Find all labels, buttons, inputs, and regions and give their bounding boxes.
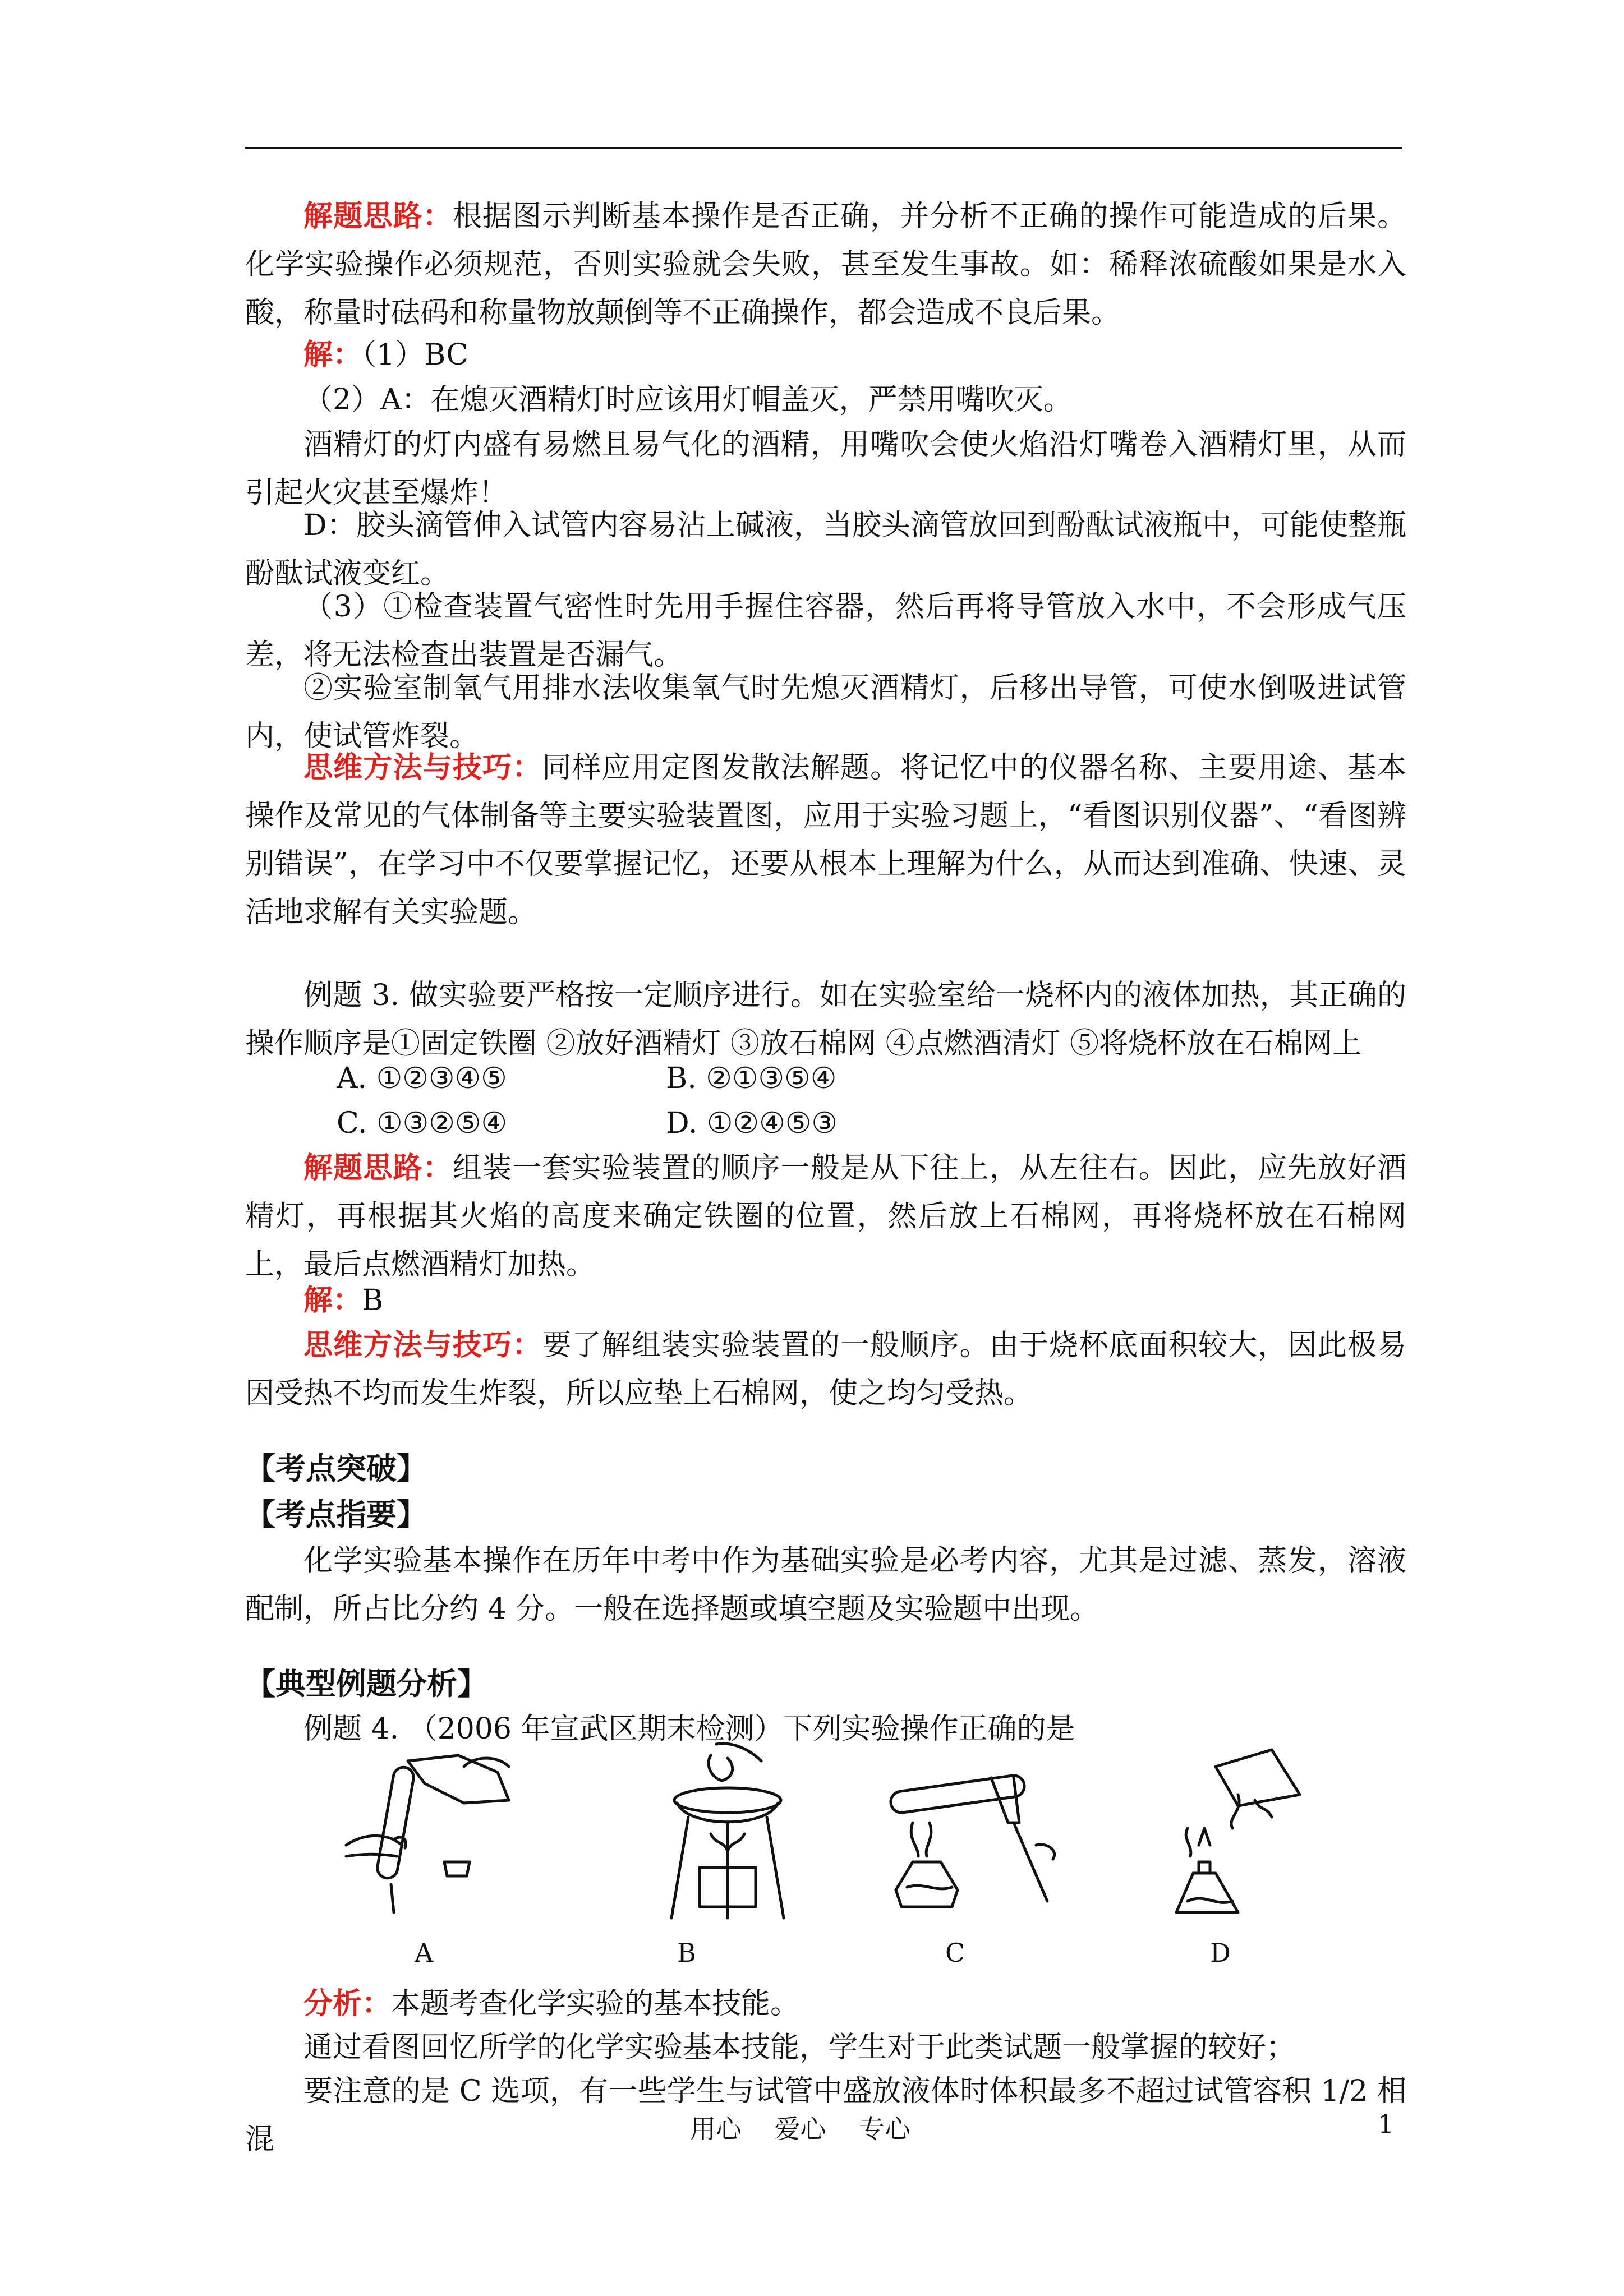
paragraph-key-points: 化学实验基本操作在历年中考中作为基础实验是必考内容，尤其是过滤、蒸发，溶液配制，所占比分约 4 分。一般在选择题或填空题及实验题中出现。 [245,1544,1406,1626]
paragraph-dropper: D：胶头滴管伸入试管内容易沾上碱液，当胶头滴管放回到酚酞试液瓶中，可能使整瓶酚酞试液变红。 [245,509,1406,591]
question-3: 例题 3. 做实验要严格按一定顺序进行。如在实验室给一烧杯内的液体加热，其正确的操作顺序是①固定铁圈 ②放好酒精灯 ③放石棉网 ④点燃酒清灯 ⑤将烧杯放在石棉网上 [245,979,1406,1061]
header-rule [245,147,1402,149]
footer-motto: 用心 爱心 专心 [690,2114,910,2144]
figure-a-pouring-liquid [341,1750,520,1929]
paragraph-answer-3: 解：B [303,1283,384,1317]
paragraph-method-1: 思维方法与技巧：同样应用定图发散法解题。将记忆中的仪器名称、主要用途、基本操作及常见的气体制备等主要实验装置图，应用于实验习题上，“看图识别仪器”、“看图辨别错误”，在学习中不仅要掌握记忆，还要从根本上理解为什么，从而达到准确、快速、灵活地求解有关实验题。 [245,750,1406,929]
paragraph-analysis-3: 解题思路：组装一套实验装置的顺序一般是从下往上，从左往右。因此，应先放好酒精灯，再根据其火焰的高度来确定铁圈的位置，然后放上石棉网，再将烧杯放在石棉网上，最后点燃酒精灯加热。 [245,1151,1406,1281]
label-solution-approach: 解题思路： [303,1151,453,1185]
label-answer: 解： [303,1283,362,1317]
figure-b-evaporation [643,1739,812,1929]
paragraph-method-3: 思维方法与技巧：要了解组装实验装置的一般顺序。由于烧杯底面积较大，因此极易因受热不均而发生炸裂，所以应垫上石棉网，使之均匀受热。 [245,1328,1406,1410]
paragraph-analysis-4b: 通过看图回忆所学的化学实验基本技能，学生对于此类试题一般掌握的较好； [303,2031,1296,2064]
option-b: B. ②①③⑤④ [666,1062,837,1095]
paragraph-analysis-4c: 要注意的是 C 选项，有一些学生与试管中盛放液体时体积最多不超过试管容积 1/2 相混 [245,2074,1406,2156]
option-a: A. ①②③④⑤ [337,1062,507,1095]
label-solution-approach: 解题思路： [303,199,453,233]
paragraph-analysis-4: 分析：本题考查化学实验的基本技能。 [303,1986,800,2021]
label-answer: 解： [303,338,362,372]
figure-label-c: C [945,1938,965,1968]
question-4: 例题 4. （2006 年宣武区期末检测）下列实验操作正确的是 [303,1712,1075,1746]
figure-label-d: D [1210,1938,1231,1968]
option-c: C. ①③②⑤④ [337,1106,508,1140]
option-d: D. ①②④⑤③ [666,1106,838,1140]
paragraph-answer-2: （2）A：在熄灭酒精灯时应该用灯帽盖灭，严禁用嘴吹灭。 [303,383,1073,417]
figure-c-heating-test-tube [879,1761,1081,1929]
label-method: 思维方法与技巧： [303,750,542,785]
paragraph-oxygen: ②实验室制氧气用排水法收集氧气时先熄灭酒精灯，后移出导管，可使水倒吸进试管内，使试管炸裂。 [245,671,1406,753]
section-heading-breakthrough: 【考点突破】 [245,1450,427,1486]
label-method: 思维方法与技巧： [303,1328,542,1362]
paragraph-analysis-1: 解题思路：根据图示判断基本操作是否正确，并分析不正确的操作可能造成的后果。化学实验操作必须规范，否则实验就会失败，甚至发生事故。如：稀释浓硫酸如果是水入酸，称量时砝码和称量物放颠倒等不正确操作，都会造成不良后果。 [245,199,1406,330]
label-analysis: 分析： [303,1986,392,2021]
figure-d-lighting-lamp [1154,1744,1322,1929]
figure-label-a: A [415,1938,434,1968]
paragraph-alcohol-lamp: 酒精灯的灯内盛有易燃且易气化的酒精，用嘴吹会使火焰沿灯嘴卷入酒精灯里，从而引起火灾甚至爆炸！ [245,428,1406,510]
paragraph-airtightness: （3）①检查装置气密性时先用手握住容器，然后再将导管放入水中，不会形成气压差，将无法检查出装置是否漏气。 [245,590,1406,672]
figure-label-b: B [677,1938,696,1968]
page-number: 1 [1378,2109,1395,2139]
section-heading-examples: 【典型例题分析】 [245,1666,487,1702]
paragraph-answer-1: 解：（1）BC [303,338,469,372]
section-heading-key-points: 【考点指要】 [245,1496,427,1532]
